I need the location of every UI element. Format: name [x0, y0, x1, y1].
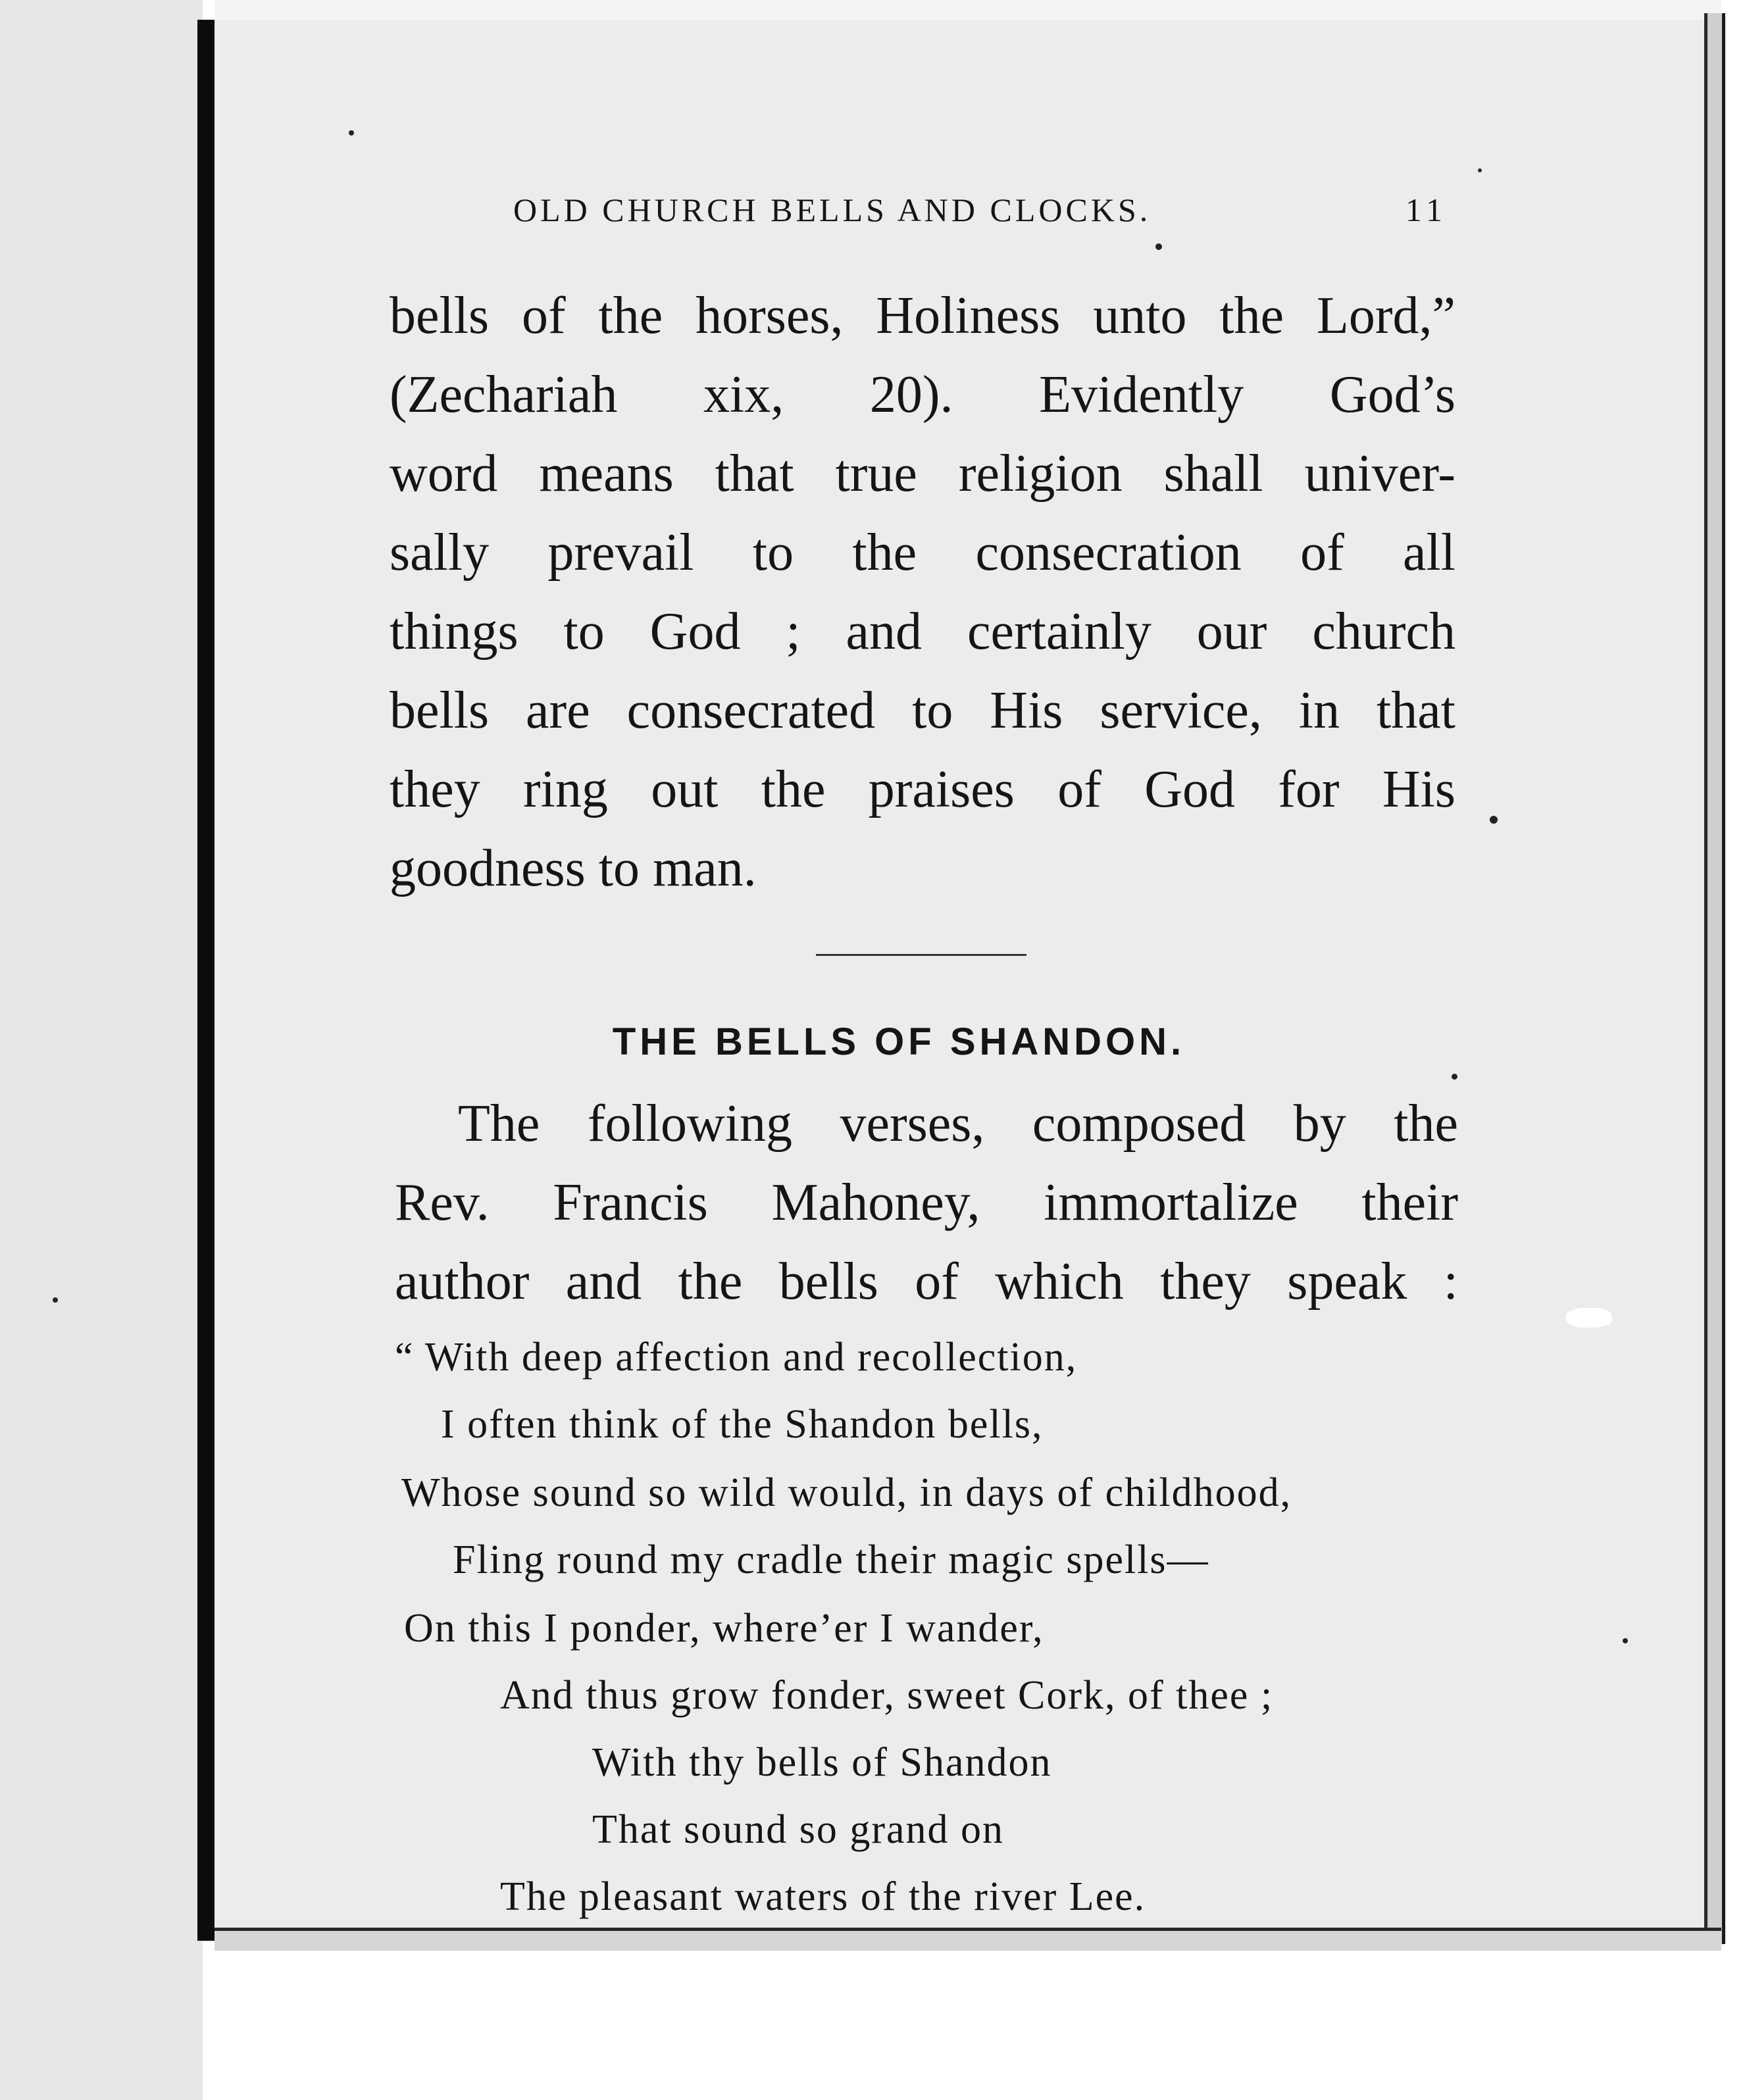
- paper-speck: [1623, 1638, 1628, 1643]
- text-line: word means that true religion shall univer-: [390, 445, 1455, 503]
- running-header: [513, 191, 1448, 237]
- text-line: sally prevail to the consecration of all: [390, 524, 1455, 582]
- paper-speck: [1452, 1074, 1457, 1080]
- poem-line: The pleasant waters of the river Lee.: [500, 1874, 1146, 1919]
- poem-line: “ With deep affection and recollection,: [395, 1335, 1078, 1380]
- text-line: The following verses, composed by the: [458, 1095, 1458, 1153]
- poem-line: Fling round my cradle their magic spells—: [453, 1538, 1209, 1582]
- poem-line: On this I ponder, where’er I wander,: [404, 1606, 1044, 1651]
- text-line: author and the bells of which they speak :: [395, 1253, 1458, 1311]
- text-line: bells are consecrated to His service, in that: [390, 682, 1455, 739]
- intro-paragraph: [395, 1084, 1458, 1321]
- paper-scuff: [1566, 1308, 1612, 1328]
- text-line: Rev. Francis Mahoney, immortalize their: [395, 1174, 1458, 1232]
- paper-speck: [1155, 243, 1162, 250]
- section-title: THE BELLS OF SHANDON.: [612, 1020, 1186, 1063]
- text-line: things to God ; and certainly our church: [390, 603, 1455, 661]
- poem-line: And thus grow fonder, sweet Cork, of thee ;: [500, 1673, 1274, 1718]
- book-spine: [197, 20, 215, 1941]
- paper-speck: [53, 1297, 58, 1303]
- paper-speck: [1478, 168, 1482, 172]
- poem-line: Whose sound so wild would, in days of childhood,: [401, 1470, 1292, 1515]
- section-divider: [816, 954, 1026, 956]
- page-bottom-edge: [215, 1928, 1721, 1951]
- poem-line: With thy bells of Shandon: [592, 1740, 1052, 1785]
- poem-line: I often think of the Shandon bells,: [441, 1402, 1044, 1447]
- text-line: goodness to man.: [390, 839, 757, 897]
- text-line: bells of the horses, Holiness unto the Lord,”: [390, 287, 1455, 345]
- running-title: OLD CHURCH BELLS AND CLOCKS.: [513, 191, 1151, 228]
- text-line: they ring out the praises of God for His: [390, 761, 1455, 818]
- page-right-edge: [1704, 13, 1725, 1944]
- paper-speck: [349, 130, 354, 136]
- text-line: (Zechariah xix, 20). Evidently God’s: [390, 366, 1455, 424]
- poem-line: That sound so grand on: [592, 1807, 1005, 1852]
- page-top-edge: [215, 0, 1721, 22]
- page-number: 11: [1405, 191, 1448, 228]
- paper-speck: [1490, 816, 1498, 824]
- paragraph-zechariah: [390, 276, 1455, 908]
